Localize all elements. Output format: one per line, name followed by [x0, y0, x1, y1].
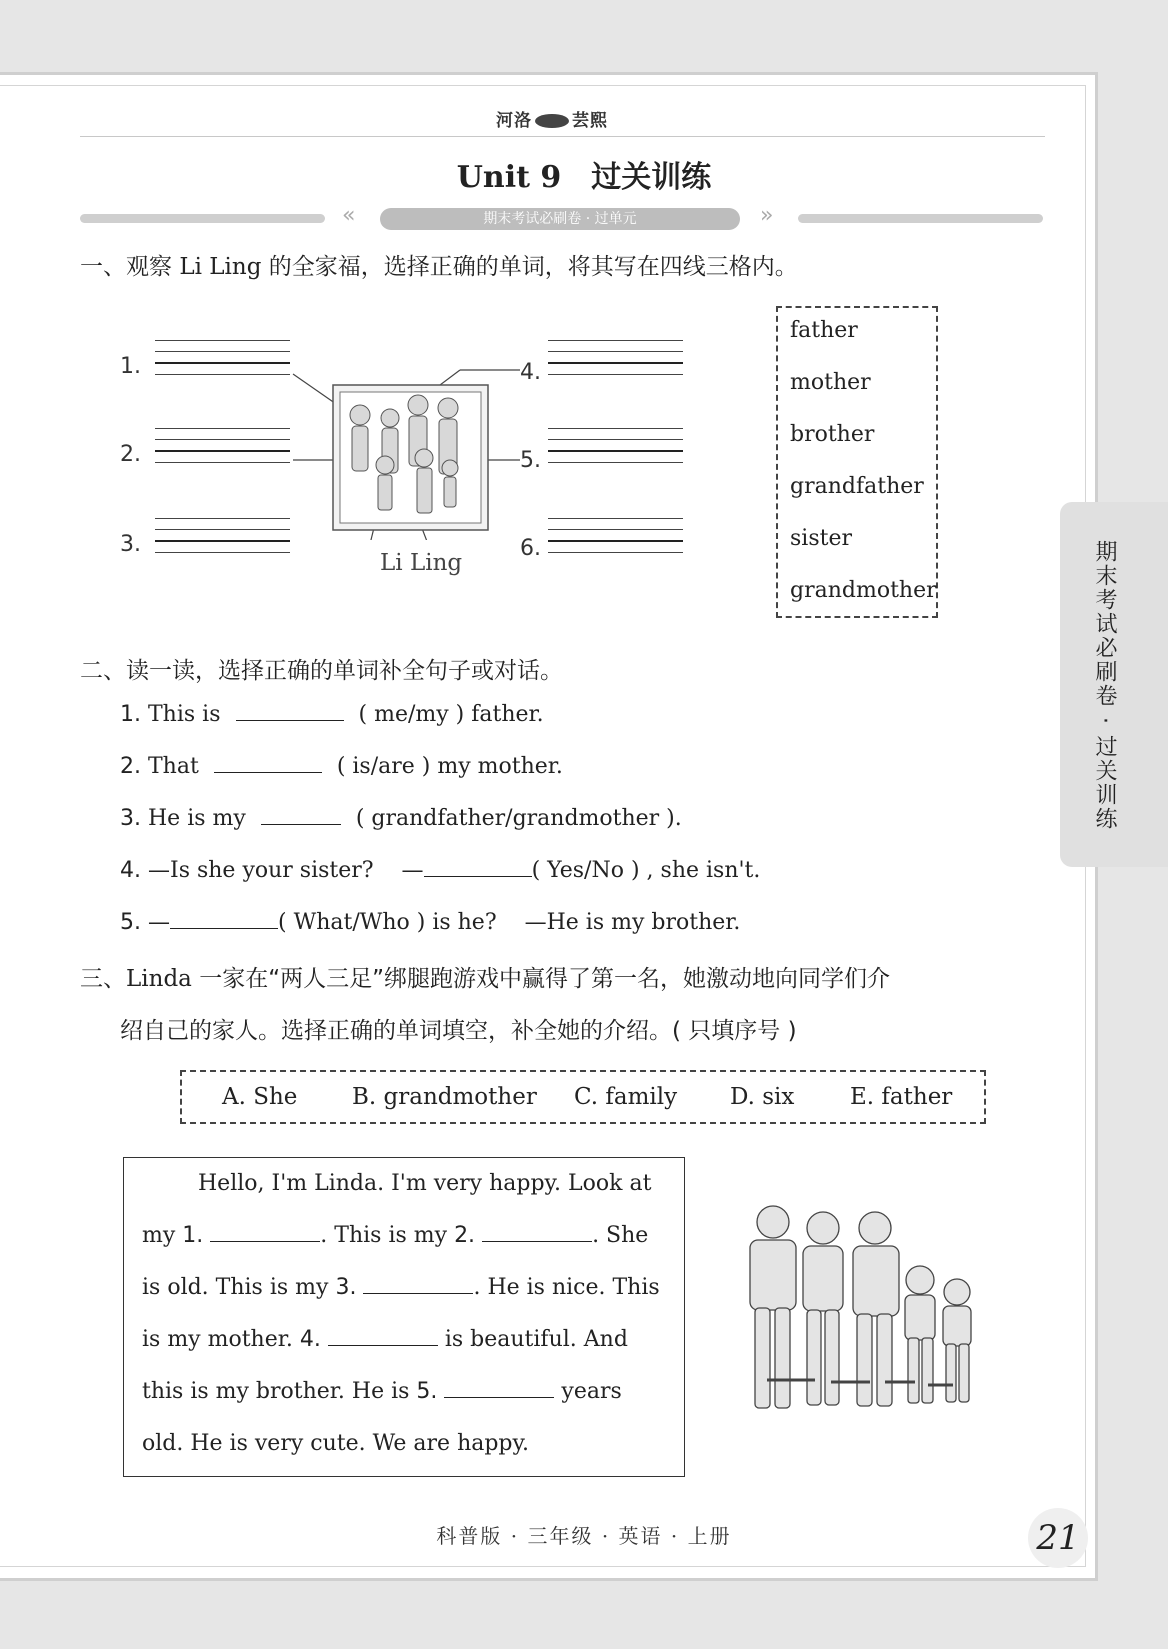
section3-heading-line1: 三、Linda 一家在“两人三足”绑腿跑游戏中赢得了第一名，她激动地向同学们介 — [80, 966, 891, 992]
answer-blank[interactable] — [424, 858, 532, 877]
linda-family-illustration — [735, 1200, 995, 1430]
answer-blank[interactable] — [170, 910, 278, 929]
passage-blank-1[interactable] — [210, 1223, 320, 1242]
writing-grid-2[interactable] — [155, 428, 290, 473]
passage-line: is my mother. 4. is beautiful. And — [142, 1327, 628, 1352]
passage-blank-2[interactable] — [482, 1223, 592, 1242]
word-bank-item: sister — [790, 526, 852, 551]
blank-number-2: 2. — [120, 442, 141, 467]
publisher-logo — [496, 106, 608, 131]
logo-right-text: 芸熙 — [572, 111, 608, 131]
word-bank-box — [776, 306, 938, 618]
option-b: B. grandmother — [352, 1084, 537, 1110]
blank-number-6: 6. — [520, 536, 541, 561]
option-c: C. family — [574, 1084, 678, 1110]
word-bank-item: grandfather — [790, 474, 924, 499]
unit-subtitle: 过关训练 — [591, 160, 712, 195]
chevron-right-icon: » — [760, 203, 774, 228]
band-label: 期末考试必刷卷 · 过单元 — [380, 208, 740, 230]
option-d: D. six — [730, 1084, 795, 1110]
logo-left-text: 河洛 — [496, 111, 532, 131]
side-tab-text: 期末考试必刷卷 · 过关训练 — [1092, 540, 1117, 831]
writing-grid-6[interactable] — [548, 518, 683, 563]
header-divider — [80, 136, 1045, 137]
page-number: 21 — [1028, 1508, 1088, 1568]
blank-number-5: 5. — [520, 448, 541, 473]
passage-line: my 1. . This is my 2. . She — [142, 1223, 649, 1248]
blank-number-3: 3. — [120, 532, 141, 557]
section2-heading: 二、读一读，选择正确的单词补全句子或对话。 — [80, 658, 563, 684]
writing-grid-1[interactable] — [155, 340, 290, 385]
writing-grid-5[interactable] — [548, 428, 683, 473]
band-right-bar — [798, 214, 1043, 223]
blank-number-1: 1. — [120, 354, 141, 379]
section3-heading-line2: 绍自己的家人。选择正确的单词填空，补全她的介绍。( 只填序号 ) — [120, 1018, 797, 1044]
footer-text: 科普版 · 三年级 · 英语 · 上册 — [436, 1524, 732, 1548]
option-a: A. She — [222, 1084, 298, 1110]
passage-line: old. He is very cute. We are happy. — [142, 1431, 530, 1456]
question-2-3: 3. He is my ( grandfather/grandmother ). — [120, 806, 682, 831]
portrait-caption: Li Ling — [380, 550, 463, 576]
passage-blank-4[interactable] — [328, 1327, 438, 1346]
chevron-left-icon: « — [342, 203, 356, 228]
options-box — [180, 1070, 986, 1124]
answer-blank[interactable] — [261, 806, 341, 825]
question-2-5: 5. — ( What/Who ) is he? —He is my brother. — [120, 910, 741, 935]
unit-title: Unit 9 — [456, 160, 562, 195]
logo-emblem-icon — [535, 114, 569, 128]
writing-grid-3[interactable] — [155, 518, 290, 563]
family-portrait-illustration — [290, 360, 530, 540]
writing-grid-4[interactable] — [548, 340, 683, 385]
passage-blank-3[interactable] — [363, 1275, 473, 1294]
option-e: E. father — [850, 1084, 953, 1110]
question-2-2: 2. That ( is/are ) my mother. — [120, 754, 563, 779]
passage-blank-5[interactable] — [444, 1379, 554, 1398]
question-2-1: 1. This is ( me/my ) father. — [120, 702, 544, 727]
answer-blank[interactable] — [214, 754, 322, 773]
blank-number-4: 4. — [520, 360, 541, 385]
answer-blank[interactable] — [236, 702, 344, 721]
passage-box — [123, 1157, 685, 1477]
word-bank-item: mother — [790, 370, 871, 395]
section1-heading: 一、观察 Li Ling 的全家福，选择正确的单词，将其写在四线三格内。 — [80, 254, 798, 280]
word-bank-item: father — [790, 318, 858, 343]
passage-line: this is my brother. He is 5. years — [142, 1379, 622, 1404]
passage-line: is old. This is my 3. . He is nice. This — [142, 1275, 660, 1300]
passage-line: Hello, I'm Linda. I'm very happy. Look at — [198, 1171, 652, 1196]
question-2-4: 4. —Is she your sister? — ( Yes/No ) , she isn't. — [120, 858, 761, 883]
page-title — [0, 152, 1168, 196]
word-bank-item: grandmother — [790, 578, 937, 603]
word-bank-item: brother — [790, 422, 875, 447]
band-left-bar — [80, 214, 325, 223]
